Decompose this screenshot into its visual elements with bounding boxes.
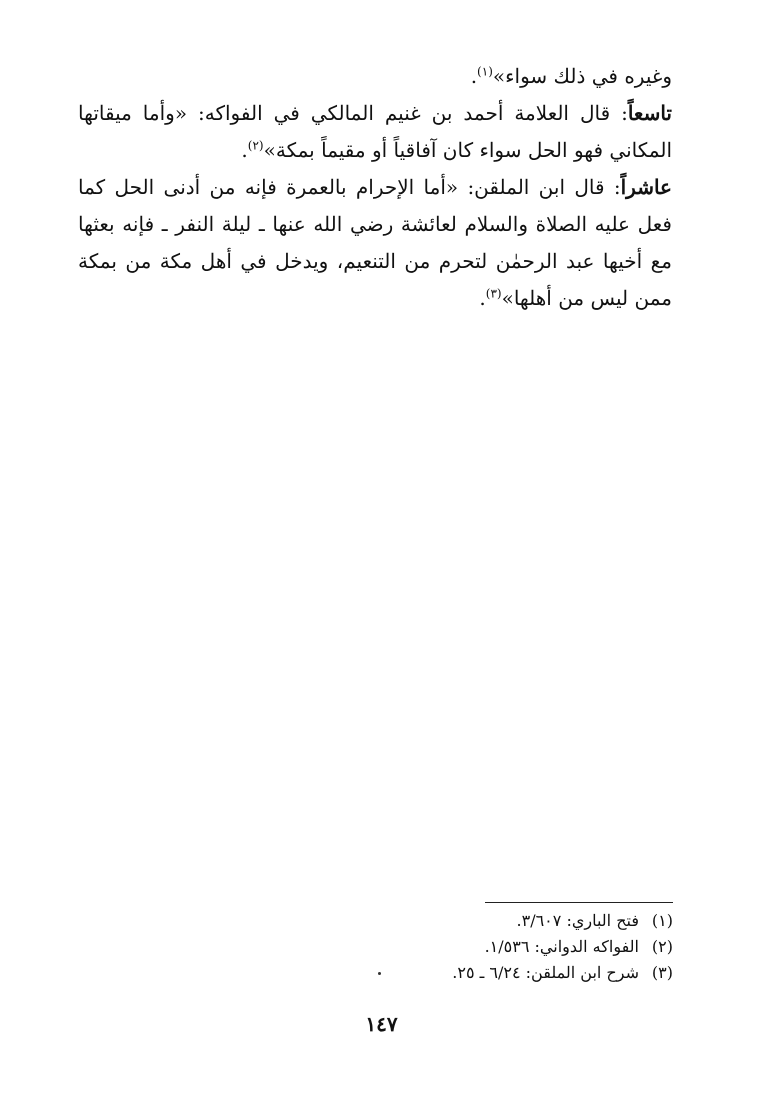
footnote-text: فتح الباري: ٣/٦٠٧. — [516, 911, 639, 930]
footnotes — [113, 908, 673, 986]
paragraph-1 — [78, 58, 672, 95]
paragraph-3-end: . — [479, 286, 486, 310]
footnote-1 — [113, 908, 673, 934]
main-text — [78, 58, 672, 317]
footnote-number: (٢) — [651, 937, 673, 956]
paragraph-3-text: : قال ابن الملقن: «أما الإحرام بالعمرة فإنه من أدنى الحل كما فعل عليه الصلاة والسلام لعائشة رضي الله عنها ـ ليلة النفر ـ فإنه بعثها مع أخيها عبد الرحمٰن لتحرم من التنعيم، ويدخل في أهل مكة من بمكة ممن ليس من أهلها» — [78, 175, 672, 310]
paragraph-2-text: : قال العلامة أحمد بن غنيم المالكي في الفواكه: «وأما ميقاتها المكاني فهو الحل سواء كان آفاقياً أو مقيماً بمكة» — [78, 101, 672, 162]
footnote-ref-2[interactable]: (٢) — [247, 138, 264, 153]
footnote-3 — [113, 960, 673, 986]
footnote-number: (١) — [651, 911, 673, 930]
paragraph-3 — [78, 169, 672, 317]
footnote-number: (٣) — [651, 963, 673, 982]
paragraph-2 — [78, 95, 672, 169]
paragraph-2-end: . — [241, 138, 248, 162]
footnote-text: الفواكه الدواني: ١/٥٣٦. — [484, 937, 639, 956]
footnote-ref-3[interactable]: (٣) — [485, 286, 502, 301]
footnote-ref-1[interactable]: (١) — [477, 64, 493, 79]
page-number: ١٤٧ — [365, 1012, 398, 1036]
footnote-text: شرح ابن الملقن: ٦/٢٤ ـ ٢٥. — [452, 963, 639, 982]
paragraph-3-lead: عاشراً — [620, 175, 672, 199]
paragraph-1-text: وغيره في ذلك سواء» — [492, 64, 672, 88]
paragraph-1-end: . — [470, 64, 478, 88]
paragraph-2-lead: تاسعاً — [627, 101, 672, 125]
footnote-2 — [113, 934, 673, 960]
footnote-separator — [485, 902, 673, 903]
print-dot-mark — [378, 972, 381, 975]
